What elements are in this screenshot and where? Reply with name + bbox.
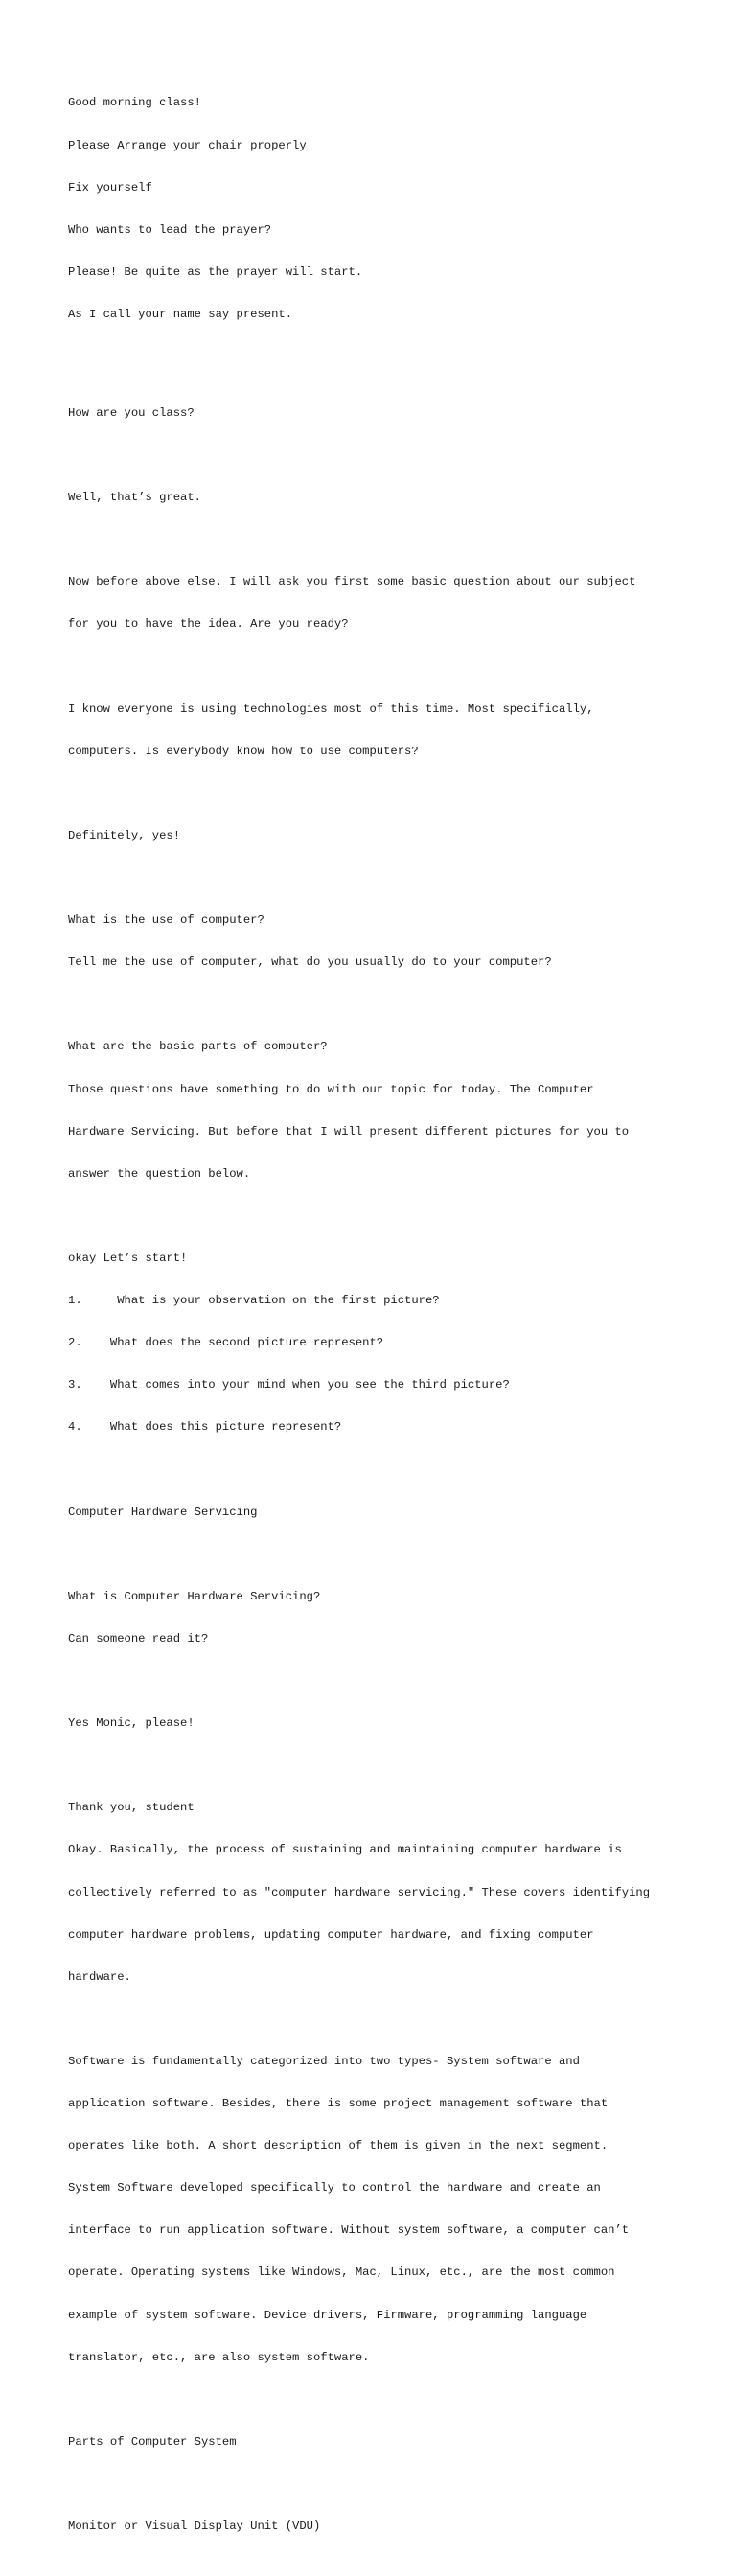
text-line: Tell me the use of computer, what do you usually do to your computer?: [68, 955, 552, 970]
section-heading: Monitor or Visual Display Unit (VDU): [68, 2519, 321, 2534]
paragraph-definitely: [68, 800, 681, 871]
text-line: translator, etc., are also system software.: [68, 2350, 370, 2364]
text-line: example of system software. Device drivers, Firmware, programming language: [68, 2308, 587, 2322]
text-line: I know everyone is using technologies most of this time. Most specifically,: [68, 702, 594, 716]
paragraph-basic-parts: [68, 1012, 681, 1209]
text-line: Please Arrange your chair properly: [68, 138, 307, 152]
paragraph-greeting: [68, 68, 681, 350]
paragraph-what-is-chs: [68, 1561, 681, 1674]
text-line: Okay. Basically, the process of sustaining and maintaining computer hardware is: [68, 1843, 622, 1857]
text-line: operate. Operating systems like Windows, Mac, Linux, etc., are the most common: [68, 2266, 615, 2280]
paragraph-yes-monic: [68, 1689, 681, 1760]
text-line: application software. Besides, there is some project management software that: [68, 2097, 609, 2111]
text-line: As I call your name say present.: [68, 307, 293, 321]
text-line: hardware.: [68, 1969, 131, 1984]
text-line: What are the basic parts of computer?: [68, 1040, 328, 1054]
paragraph-technologies: [68, 674, 681, 787]
list-item: 4. What does this picture represent?: [68, 1420, 342, 1435]
paragraph-great: [68, 463, 681, 534]
list-item: 3. What comes into your mind when you see the third picture?: [68, 1378, 510, 1392]
text-line: Now before above else. I will ask you first some basic question about our subject: [68, 575, 636, 589]
paragraph-lets-start: [68, 1224, 681, 1463]
text-line: okay Let’s start!: [68, 1251, 188, 1265]
text-line: operates like both. A short description of them is given in the next segment.: [68, 2139, 609, 2153]
list-item: 2. What does the second picture represent?: [68, 1336, 384, 1350]
text-line: answer the question below.: [68, 1166, 251, 1181]
text-line: Hardware Servicing. But before that I will present different pictures for you to: [68, 1124, 630, 1138]
list-item: 1. What is your observation on the first picture?: [68, 1294, 440, 1308]
paragraph-how-are-you: [68, 378, 681, 448]
text-line: Fix yourself: [68, 180, 152, 195]
text-line: Thank you, student: [68, 1801, 195, 1815]
text-line: Who wants to lead the prayer?: [68, 222, 272, 237]
document-body: [68, 68, 681, 2576]
text-line: Those questions have something to do with our topic for today. The Computer: [68, 1082, 594, 1096]
text-line: Yes Monic, please!: [68, 1716, 195, 1731]
paragraph-chs-title: [68, 1477, 681, 1548]
text-line: for you to have the idea. Are you ready?: [68, 617, 349, 632]
text-line: computers. Is everybody know how to use computers?: [68, 744, 419, 758]
text-line: Good morning class!: [68, 96, 201, 110]
text-line: System Software developed specifically to control the hardware and create an: [68, 2181, 601, 2196]
text-line: Please! Be quite as the prayer will start.: [68, 264, 363, 279]
section-heading: Computer Hardware Servicing: [68, 1505, 258, 1519]
paragraph-thank-you: [68, 1773, 681, 2012]
paragraph-monitor: [68, 2492, 681, 2563]
paragraph-use-of-computer: [68, 886, 681, 999]
text-line: What is Computer Hardware Servicing?: [68, 1589, 321, 1603]
paragraph-parts-title: [68, 2407, 681, 2478]
text-line: Can someone read it?: [68, 1631, 209, 1645]
text-line: interface to run application software. Without system software, a computer can’t: [68, 2223, 630, 2238]
text-line: collectively referred to as "computer hardware servicing." These covers identifying: [68, 1885, 651, 1899]
text-line: Well, that’s great.: [68, 491, 201, 505]
text-line: computer hardware problems, updating computer hardware, and fixing computer: [68, 1927, 594, 1942]
text-line: Definitely, yes!: [68, 828, 181, 842]
text-line: What is the use of computer?: [68, 913, 264, 928]
text-line: Software is fundamentally categorized into two types- System software and: [68, 2054, 580, 2068]
paragraph-before-above: [68, 547, 681, 660]
paragraph-software: [68, 2027, 681, 2393]
section-heading: Parts of Computer System: [68, 2434, 237, 2449]
text-line: How are you class?: [68, 405, 195, 420]
